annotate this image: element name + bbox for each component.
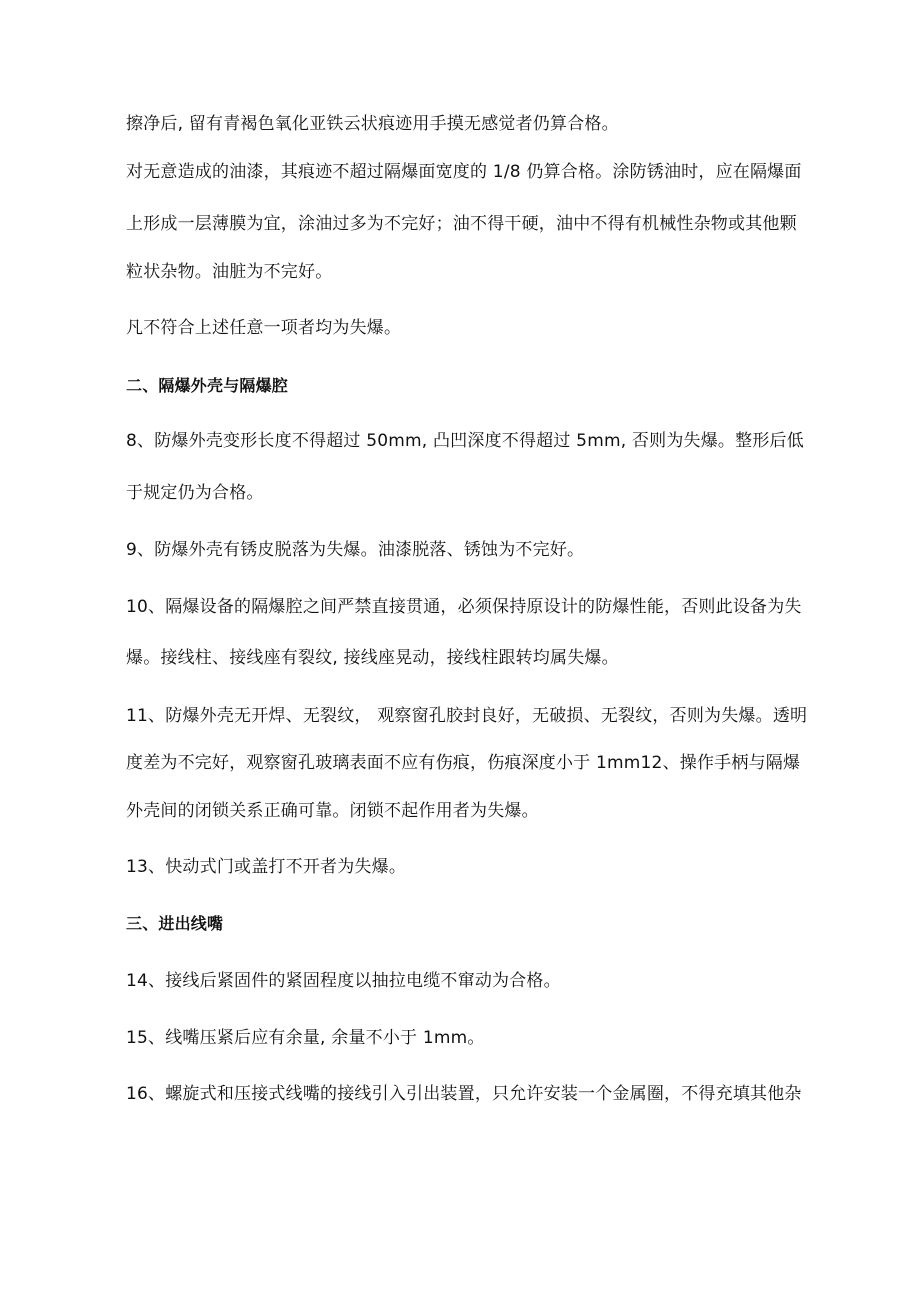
text-line: 于规定仍为合格。: [126, 483, 264, 503]
text-line: 11、防爆外壳无开焊、无裂纹， 观察窗孔胶封良好，无破损、无裂纹，否则为失爆。透明: [126, 706, 808, 726]
text-line: 上形成一层薄膜为宜，涂油过多为不完好；油不得干硬，油中不得有机械性杂物或其他颗: [126, 214, 797, 234]
text-line: 爆。接线柱、接线座有裂纹, 接线座晃动，接线柱跟转均属失爆。: [126, 648, 619, 668]
text-line: 16、螺旋式和压接式线嘴的接线引入引出装置，只允许安装一个金属圈，不得充填其他杂: [126, 1084, 802, 1104]
text-line: 外壳间的闭锁关系正确可靠。闭锁不起作用者为失爆。: [126, 801, 539, 821]
text-line: 对无意造成的油漆，其痕迹不超过隔爆面宽度的 1/8 仍算合格。涂防锈油时，应在隔爆面: [126, 162, 802, 182]
text-line: 13、快动式门或盖打不开者为失爆。: [126, 857, 407, 877]
text-line: 擦净后, 留有青褐色氧化亚铁云状痕迹用手摸无感觉者仍算合格。: [126, 114, 619, 134]
text-line: 14、接线后紧固件的紧固程度以抽拉电缆不窜动为合格。: [126, 971, 561, 991]
section-heading: 三、进出线嘴: [126, 914, 224, 933]
text-line: 9、防爆外壳有锈皮脱落为失爆。油漆脱落、锈蚀为不完好。: [126, 540, 585, 560]
text-line: 凡不符合上述任意一项者均为失爆。: [126, 318, 402, 338]
text-line: 10、隔爆设备的隔爆腔之间严禁直接贯通，必须保持原设计的防爆性能，否则此设备为失: [126, 597, 802, 617]
text-line: 15、线嘴压紧后应有余量, 余量不小于 1mm。: [126, 1028, 485, 1048]
text-line: 度差为不完好，观察窗孔玻璃表面不应有伤痕，伤痕深度小于 1mm12、操作手柄与隔爆: [126, 753, 801, 773]
text-line: 粒状杂物。油脏为不完好。: [126, 262, 333, 282]
section-heading: 二、隔爆外壳与隔爆腔: [126, 376, 289, 395]
text-line: 8、防爆外壳变形长度不得超过 50mm, 凸凹深度不得超过 5mm, 否则为失爆。整形后低: [126, 431, 804, 451]
